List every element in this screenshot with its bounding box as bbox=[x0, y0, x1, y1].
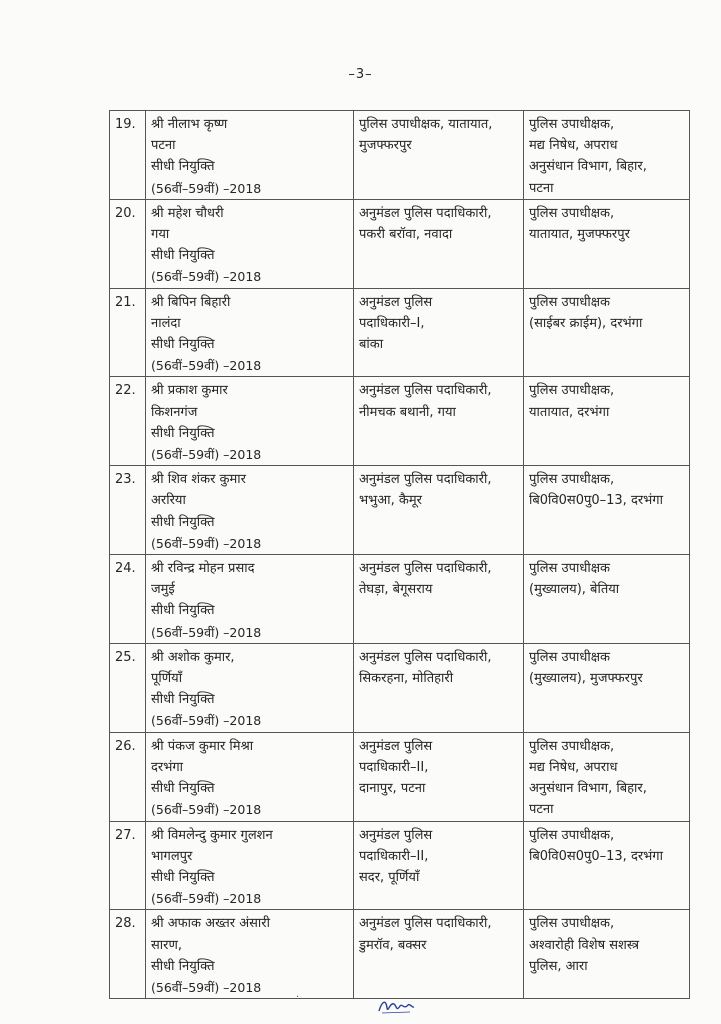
officer-name-line: नालंदा bbox=[151, 315, 181, 331]
officer-name-line: जमुई bbox=[151, 582, 175, 598]
officer-name-line: सीधी नियुक्ति bbox=[151, 692, 215, 708]
officer-name-line: सीधी नियुक्ति bbox=[151, 425, 215, 441]
officer-name-cell bbox=[146, 821, 354, 910]
current-posting-line: अनुमंडल पुलिस पदाधिकारी, bbox=[359, 649, 492, 665]
new-posting-line: यातायात, दरभंगा bbox=[529, 404, 610, 420]
new-posting-line: (साईबर क्राईम), दरभंगा bbox=[529, 315, 643, 331]
serial-number-cell: 25. bbox=[110, 643, 146, 732]
current-posting-line: अनुमंडल पुलिस पदाधिकारी, bbox=[359, 383, 492, 399]
serial-number-cell: 28. bbox=[110, 910, 146, 999]
current-posting-line: पदाधिकारी–II, bbox=[359, 848, 429, 864]
officer-name-cell bbox=[146, 377, 354, 466]
current-posting-line: सिकरहना, मोतिहारी bbox=[359, 671, 454, 687]
officer-name-line: पूर्णियाँ bbox=[151, 671, 183, 687]
officer-name-line: भागलपुर bbox=[151, 848, 193, 864]
officer-name-line: श्री शिव शंकर कुमार bbox=[151, 472, 246, 488]
current-posting-line: डुमरॉव, बक्सर bbox=[359, 937, 427, 953]
officer-name-line: सीधी नियुक्ति bbox=[151, 781, 215, 797]
serial-number-cell: 20. bbox=[110, 199, 146, 288]
officer-name-line: (56वीं–59वीं) –2018 bbox=[151, 802, 262, 818]
current-posting-line: नीमचक बथानी, गया bbox=[359, 404, 456, 420]
officer-name-line: गया bbox=[151, 227, 170, 243]
serial-number-cell: 27. bbox=[110, 821, 146, 910]
current-posting-line: पदाधिकारी–II, bbox=[359, 759, 429, 775]
new-posting-cell bbox=[524, 910, 690, 999]
page-number: –3– bbox=[348, 67, 373, 82]
officer-name-line: (56वीं–59वीं) –2018 bbox=[151, 624, 262, 640]
table-row bbox=[110, 377, 690, 466]
officer-name-line: श्री महेश चौधरी bbox=[151, 205, 224, 221]
new-posting-line: पुलिस उपाधीक्षक, bbox=[529, 117, 615, 132]
current-posting-line: अनुमंडल पुलिस bbox=[359, 827, 433, 843]
new-posting-line: पटना bbox=[529, 180, 554, 196]
new-posting-line: पटना bbox=[529, 802, 554, 818]
new-posting-cell bbox=[524, 821, 690, 910]
officer-name-line: श्री प्रकाश कुमार bbox=[151, 383, 228, 399]
officer-name-cell bbox=[146, 466, 354, 555]
officer-name-cell bbox=[146, 643, 354, 732]
officer-name-line: सीधी नियुक्ति bbox=[151, 159, 215, 175]
current-posting-cell bbox=[354, 821, 524, 910]
table-row bbox=[110, 910, 690, 999]
current-posting-cell bbox=[354, 199, 524, 288]
new-posting-cell bbox=[524, 377, 690, 466]
new-posting-line: बि0वि0स0पु0–13, दरभंगा bbox=[529, 493, 663, 509]
current-posting-cell bbox=[354, 732, 524, 821]
officer-name-line: (56वीं–59वीं) –2018 bbox=[151, 447, 262, 463]
table-body bbox=[110, 111, 690, 999]
new-posting-line: पुलिस उपाधीक्षक bbox=[529, 561, 611, 577]
officer-name-line: (56वीं–59वीं) –2018 bbox=[151, 269, 262, 285]
current-posting-line: पुलिस उपाधीक्षक, यातायात, bbox=[359, 117, 493, 132]
officer-name-line: सीधी नियुक्ति bbox=[151, 248, 215, 264]
current-posting-line: मुजफ्फरपुर bbox=[359, 138, 412, 154]
margin-dot: · bbox=[296, 992, 300, 1003]
table-row bbox=[110, 821, 690, 910]
officer-name-line: अररिया bbox=[151, 493, 186, 509]
current-posting-line: अनुमंडल पुलिस पदाधिकारी, bbox=[359, 472, 492, 488]
current-posting-line: पकरी बरॉवा, नवादा bbox=[359, 227, 453, 243]
new-posting-line: पुलिस उपाधीक्षक, bbox=[529, 738, 615, 754]
current-posting-line: अनुमंडल पुलिस bbox=[359, 738, 433, 754]
new-posting-line: अश्वारोही विशेष सशस्त्र bbox=[529, 937, 640, 953]
current-posting-line: दानापुर, पटना bbox=[359, 781, 426, 797]
officer-name-line: श्री बिपिन बिहारी bbox=[151, 294, 231, 310]
officer-name-line: श्री रविन्द्र मोहन प्रसाद bbox=[151, 561, 255, 577]
table-row bbox=[110, 643, 690, 732]
table-row bbox=[110, 288, 690, 377]
table-row bbox=[110, 555, 690, 644]
officer-name-cell bbox=[146, 199, 354, 288]
new-posting-line: पुलिस उपाधीक्षक, bbox=[529, 472, 615, 488]
officer-name-cell bbox=[146, 111, 354, 200]
new-posting-cell bbox=[524, 111, 690, 200]
new-posting-line: पुलिस उपाधीक्षक, bbox=[529, 827, 615, 843]
officer-name-line: सीधी नियुक्ति bbox=[151, 337, 215, 353]
officer-name-line: सीधी नियुक्ति bbox=[151, 958, 215, 974]
officer-name-line: किशनगंज bbox=[151, 404, 198, 420]
current-posting-cell bbox=[354, 377, 524, 466]
current-posting-cell bbox=[354, 111, 524, 200]
officer-name-line: सीधी नियुक्ति bbox=[151, 869, 215, 885]
current-posting-line: बांका bbox=[359, 337, 384, 353]
current-posting-line: अनुमंडल पुलिस पदाधिकारी, bbox=[359, 916, 492, 932]
current-posting-cell bbox=[354, 910, 524, 999]
new-posting-line: पुलिस उपाधीक्षक, bbox=[529, 205, 615, 221]
officer-name-line: सीधी नियुक्ति bbox=[151, 514, 215, 530]
officer-name-line: दरभंगा bbox=[151, 759, 184, 775]
officer-name-line: श्री नीलाभ कृष्ण bbox=[151, 117, 228, 132]
officer-name-cell bbox=[146, 732, 354, 821]
new-posting-cell bbox=[524, 643, 690, 732]
officer-name-line: पटना bbox=[151, 138, 176, 154]
table-row bbox=[110, 466, 690, 555]
new-posting-line: पुलिस उपाधीक्षक, bbox=[529, 383, 615, 399]
officer-name-line: (56वीं–59वीं) –2018 bbox=[151, 713, 262, 729]
officer-name-line: (56वीं–59वीं) –2018 bbox=[151, 979, 262, 995]
serial-number-cell: 22. bbox=[110, 377, 146, 466]
new-posting-line: पुलिस, आरा bbox=[529, 958, 588, 974]
serial-number-cell: 24. bbox=[110, 555, 146, 644]
officer-name-line: (56वीं–59वीं) –2018 bbox=[151, 180, 262, 196]
current-posting-cell bbox=[354, 555, 524, 644]
new-posting-line: (मुख्यालय), बेतिया bbox=[529, 582, 620, 598]
new-posting-cell bbox=[524, 288, 690, 377]
transfer-table bbox=[109, 110, 690, 999]
officer-name-cell bbox=[146, 910, 354, 999]
officer-name-line: (56वीं–59वीं) –2018 bbox=[151, 891, 262, 907]
serial-number-cell: 26. bbox=[110, 732, 146, 821]
new-posting-line: (मुख्यालय), मुजफ्फरपुर bbox=[529, 671, 643, 687]
new-posting-line: अनुसंधान विभाग, बिहार, bbox=[529, 781, 647, 797]
current-posting-line: भभुआ, कैमूर bbox=[359, 493, 422, 509]
new-posting-line: पुलिस उपाधीक्षक bbox=[529, 649, 611, 665]
serial-number-cell: 19. bbox=[110, 111, 146, 200]
current-posting-cell bbox=[354, 643, 524, 732]
new-posting-cell bbox=[524, 199, 690, 288]
officer-name-line: (56वीं–59वीं) –2018 bbox=[151, 358, 262, 374]
officer-name-line: (56वीं–59वीं) –2018 bbox=[151, 535, 262, 551]
officer-name-line: श्री अशोक कुमार, bbox=[151, 649, 235, 665]
new-posting-line: यातायात, मुजफ्फरपुर bbox=[529, 227, 630, 243]
officer-name-line: श्री पंकज कुमार मिश्रा bbox=[151, 738, 254, 754]
officer-name-line: श्री अफाक अख्तर अंसारी bbox=[151, 916, 270, 932]
officer-name-line: सारण, bbox=[151, 937, 183, 953]
table-row bbox=[110, 111, 690, 200]
new-posting-line: पुलिस उपाधीक्षक bbox=[529, 294, 611, 310]
new-posting-line: पुलिस उपाधीक्षक, bbox=[529, 916, 615, 932]
current-posting-cell bbox=[354, 466, 524, 555]
serial-number-cell: 23. bbox=[110, 466, 146, 555]
new-posting-cell bbox=[524, 555, 690, 644]
officer-name-line: श्री विमलेन्दु कुमार गुलशन bbox=[151, 827, 273, 843]
current-posting-line: अनुमंडल पुलिस पदाधिकारी, bbox=[359, 205, 492, 221]
new-posting-cell bbox=[524, 732, 690, 821]
new-posting-cell bbox=[524, 466, 690, 555]
new-posting-line: अनुसंधान विभाग, बिहार, bbox=[529, 159, 647, 175]
current-posting-line: पदाधिकारी–I, bbox=[359, 315, 425, 331]
serial-number-cell: 21. bbox=[110, 288, 146, 377]
table-row bbox=[110, 732, 690, 821]
current-posting-line: सदर, पूर्णियाँ bbox=[359, 869, 420, 885]
new-posting-line: बि0वि0स0पु0–13, दरभंगा bbox=[529, 848, 663, 864]
signature-initials-icon bbox=[376, 996, 416, 1016]
new-posting-line: मद्य निषेध, अपराध bbox=[529, 138, 618, 154]
new-posting-line: मद्य निषेध, अपराध bbox=[529, 759, 618, 775]
officer-name-cell bbox=[146, 555, 354, 644]
current-posting-line: अनुमंडल पुलिस bbox=[359, 294, 433, 310]
current-posting-cell bbox=[354, 288, 524, 377]
current-posting-line: तेघड़ा, बेगूसराय bbox=[359, 582, 433, 598]
table-row bbox=[110, 199, 690, 288]
officer-name-cell bbox=[146, 288, 354, 377]
current-posting-line: अनुमंडल पुलिस पदाधिकारी, bbox=[359, 561, 492, 577]
officer-name-line: सीधी नियुक्ति bbox=[151, 603, 215, 619]
